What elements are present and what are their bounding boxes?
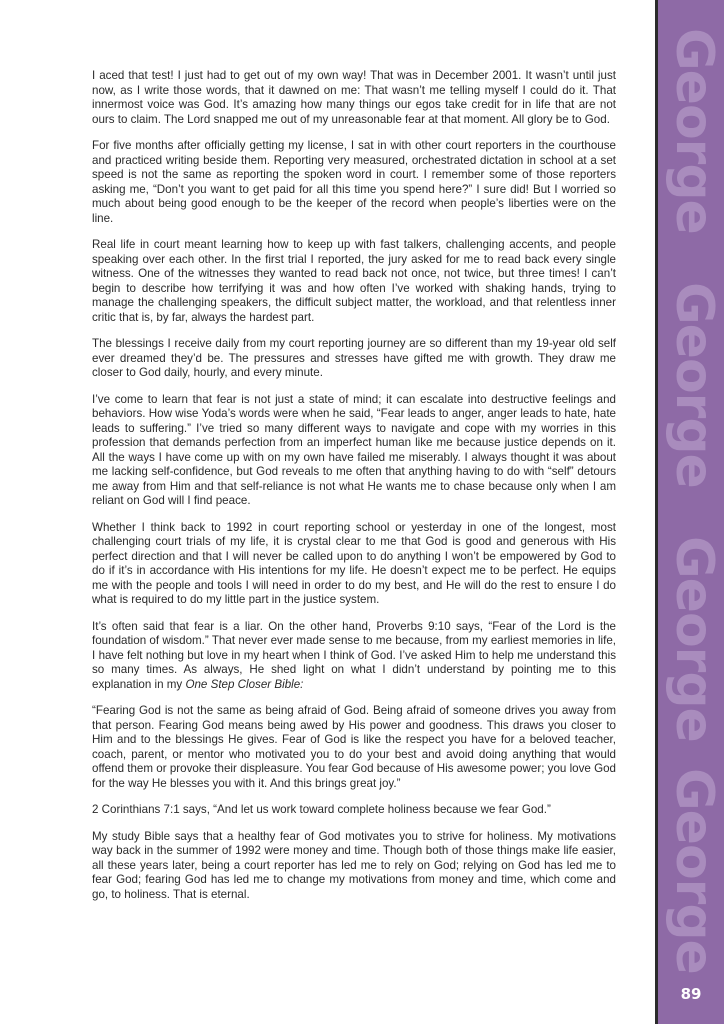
paragraph-4: The blessings I receive daily from my court reporting journey are so different than my 19-year old self ever dreamed they’d be. The pressures and stresses have gifted me with growth. They draw me closer to God daily, hourly, and every minute. <box>92 337 616 379</box>
paragraph-7-text: It’s often said that fear is a liar. On the other hand, Proverbs 9:10 says, “Fear of the Lord is the foundation of wisdom.” That never ever made sense to me because, from my earliest memories in life, I have felt nothing but love in my heart when I think of God. I’ve asked Him to help me understand this so many times. As always, He shed light on what I didn’t understand by pointing me to this explanation in my <box>92 619 616 691</box>
paragraph-6: Whether I think back to 1992 in court reporting school or yesterday in one of the longest, most challenging court trials of my life, it is crystal clear to me that God is good and generous with His perfect direction and that I will never be called upon to do anything I won’t be empowered by God to do if it’s in accordance with His intentions for my life. He doesn’t expect me to be perfect. He equips me with the people and tools I will need in order to do my best, and He will do the rest to ensure I do what is required to do my little part in the justice system. <box>92 520 616 606</box>
name-watermark: George <box>664 28 724 234</box>
paragraph-10: My study Bible says that a healthy fear of God motivates you to strive for holiness. My motivations way back in the summer of 1992 were money and time. Though both of those things make life easier, all these years later, being a court reporter has led me to rely on God; relying on God has led me to fear God; fearing God has led me to change my motivations from money and time, which come and go, to holiness. That is eternal. <box>92 829 616 901</box>
page-number: 89 <box>680 985 702 1003</box>
book-title: One Step Closer Bible: <box>185 677 304 691</box>
paragraph-7 <box>92 620 616 693</box>
side-tab <box>655 0 724 1024</box>
paragraph-5: I’ve come to learn that fear is not just a state of mind; it can escalate into destructive feelings and behaviors. How wise Yoda’s words were when he said, “Fear leads to anger, anger leads to hate, hate leads to suffering.” I’ve tried so many different ways to navigate and cope with my worries in this profession that demands perfection from an imperfect human like me because justice depends on it. All the ways I have come up with on my own have failed me miserably. I always thought it was about me lacking self-confidence, but God reveals to me often that anything having to do with “self” detours me away from Him and that self-reliance is not what He wants me to chase because only when I am reliant on God will I find peace. <box>92 392 616 507</box>
paragraph-1: I aced that test! I just had to get out of my own way! That was in December 2001. It wasn’t until just now, as I write those words, that it dawned on me: That wasn’t me telling myself I could do it. That innermost voice was God. It’s amazing how many things our egos take credit for in life that are not ours to claim. The Lord snapped me out of my unreasonable fear at that moment. All glory be to God. <box>92 69 616 126</box>
name-watermark: George <box>664 282 724 488</box>
paragraph-2: For five months after officially getting my license, I sat in with other court reporters in the courthouse and practiced writing beside them. Reporting very measured, orchestrated dictation in school at a set speed is not the same as reporting the spoken word in court. I remember some of those reporters asking me, “Don’t you want to get paid for all this time you spend here?” I sure did! But I worried so much about being good enough to be the keeper of the record when people’s liberties were on the line. <box>92 139 616 225</box>
name-watermark: George <box>664 768 724 974</box>
paragraph-3: Real life in court meant learning how to keep up with fast talkers, challenging accents, and people speaking over each other. In the first trial I reported, the jury asked for me to read back every single witness. One of the witnesses they wanted to read back not once, not twice, but three times! I can’t begin to describe how terrifying it was and how often I’ve worked with shaking hands, trying to manage the challenging speakers, the difficult subject matter, the workload, and that relentless inner critic that is, by far, always the hardest part. <box>92 238 616 324</box>
paragraph-8-quote: “Fearing God is not the same as being afraid of God. Being afraid of someone drives you away from that person. Fearing God means being awed by His power and goodness. This draws you closer to Him and to the blessings He gives. Fear of God is like the respect you have for a beloved teacher, coach, parent, or mentor who motivated you to do your best and avoid doing anything that would offend them or provoke their displeasure. You fear God because of His awesome power; you love God for the way He blesses you with it. And this brings great joy.” <box>92 704 616 790</box>
paragraph-9: 2 Corinthians 7:1 says, “And let us work toward complete holiness because we fear God.” <box>92 803 551 816</box>
name-watermark: George <box>664 536 724 742</box>
body-text <box>92 69 616 914</box>
